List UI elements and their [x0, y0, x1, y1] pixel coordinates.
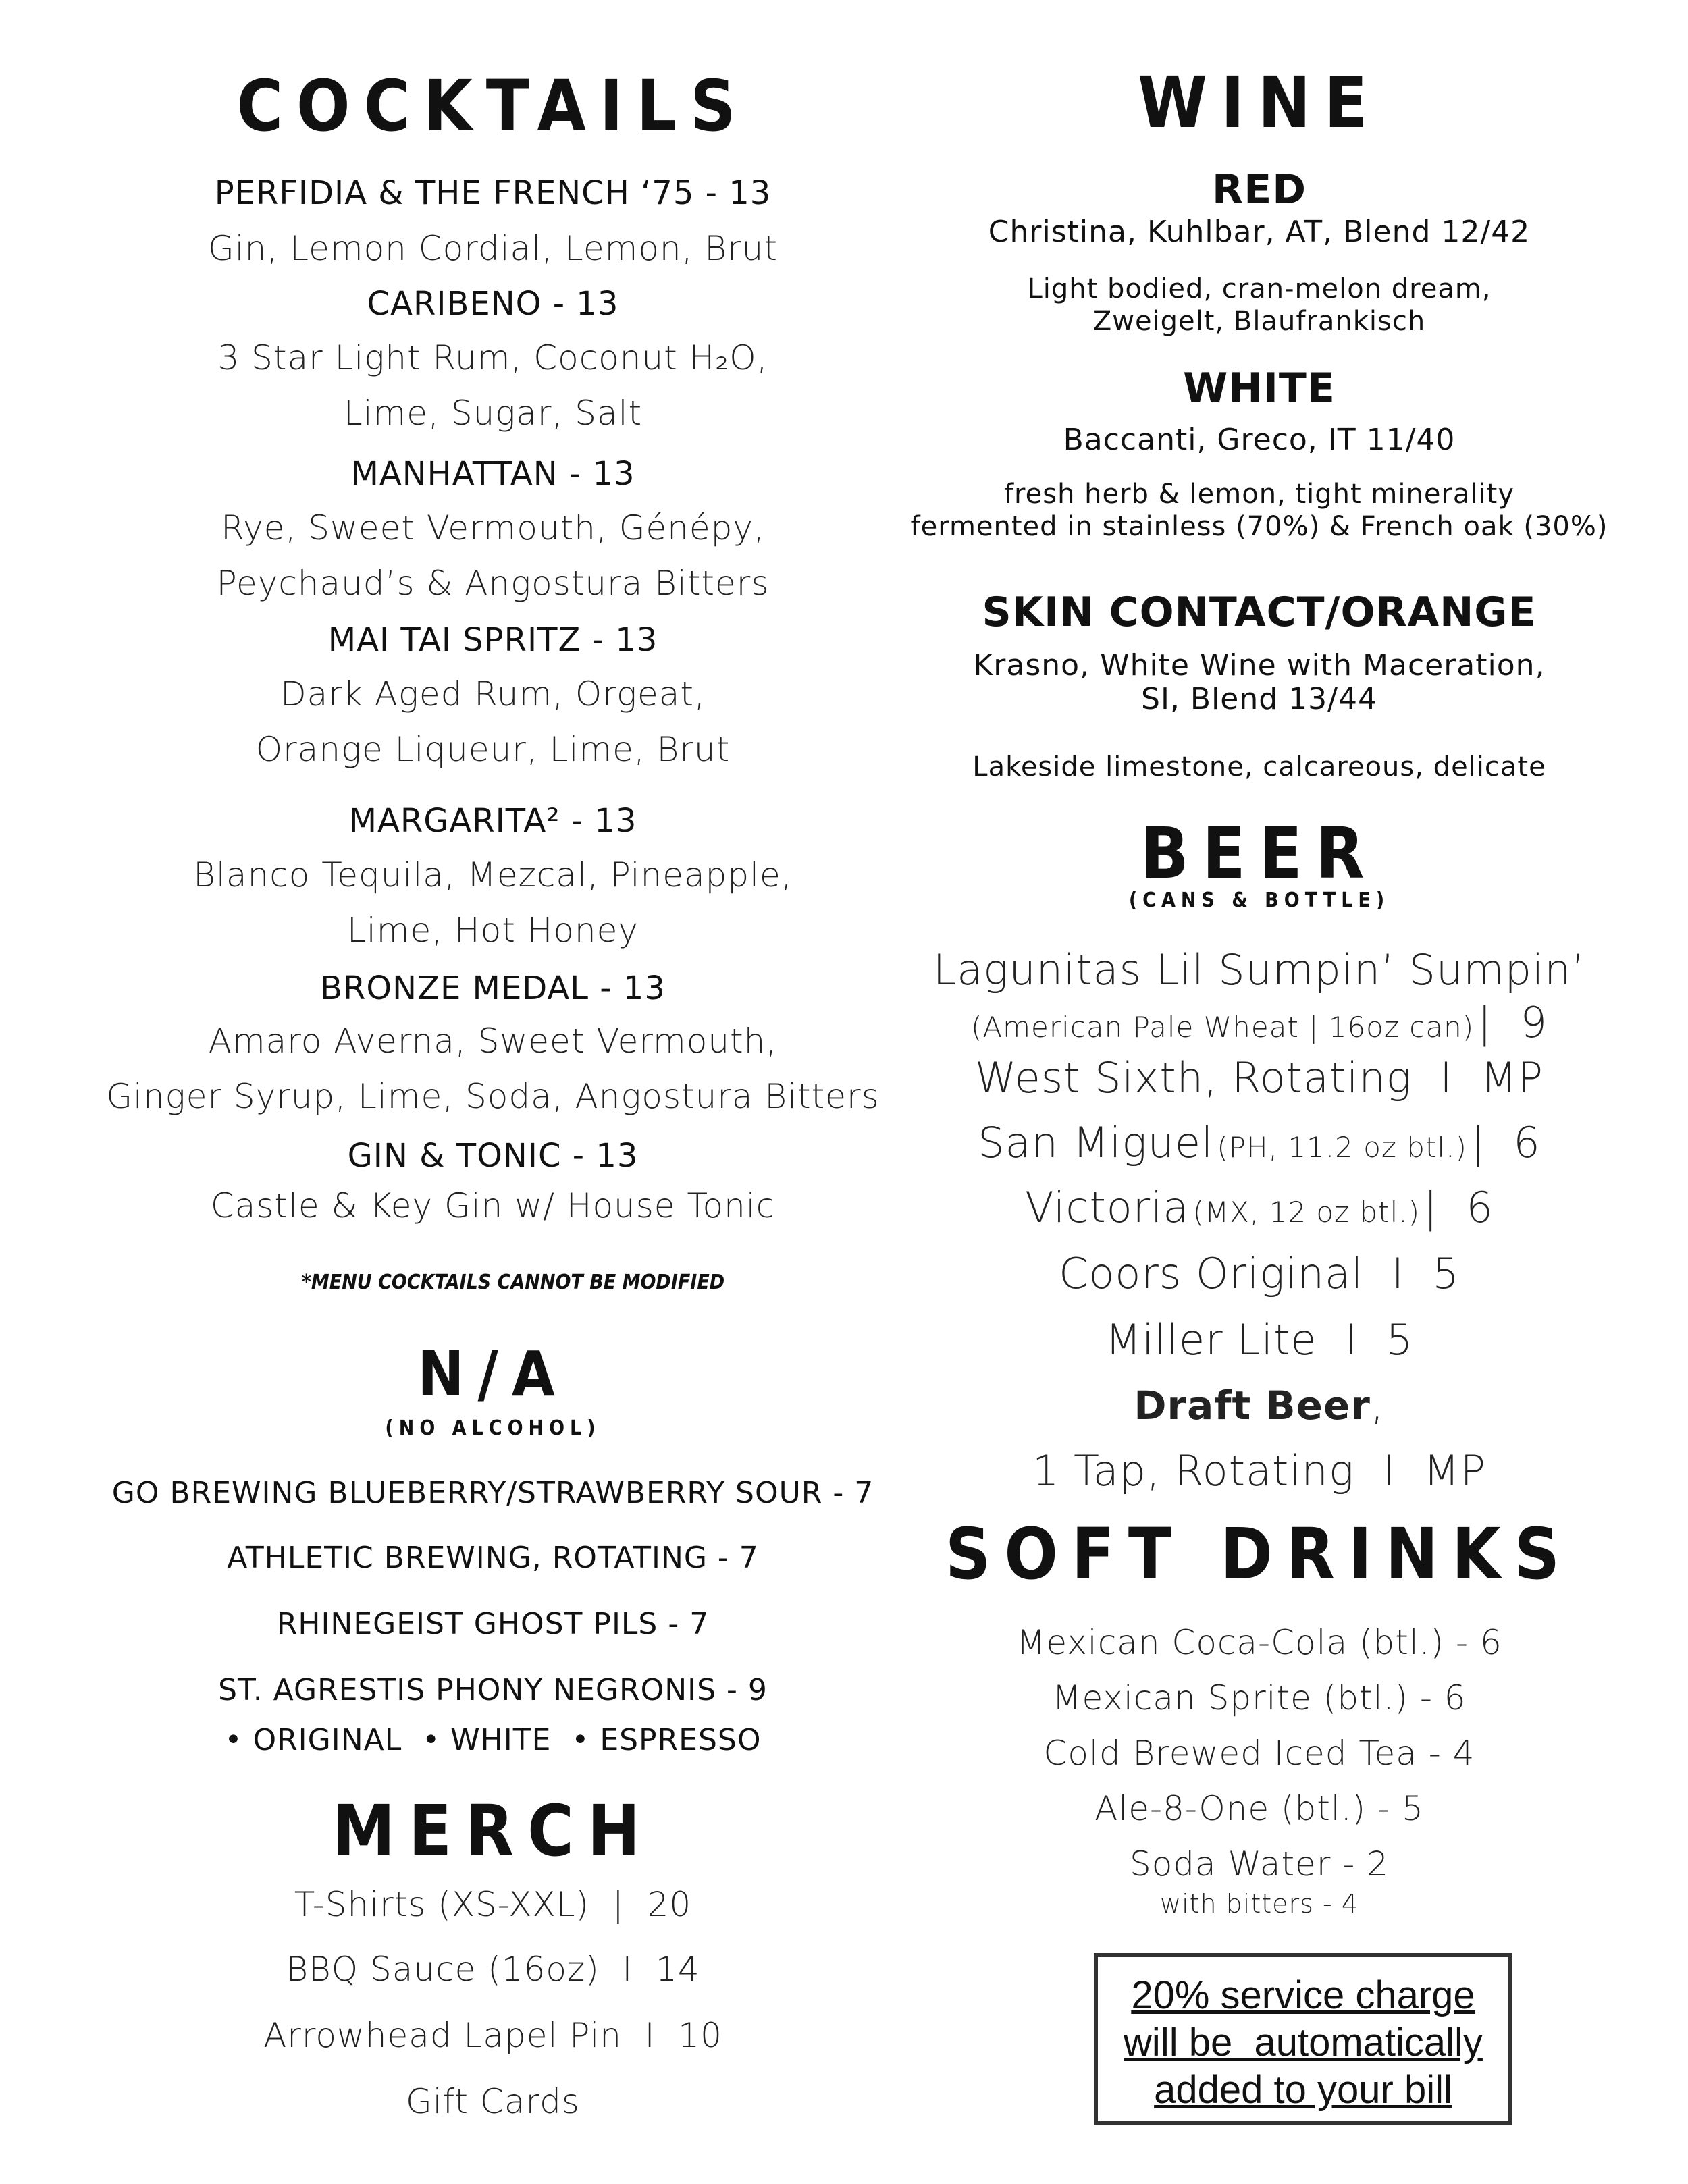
cocktail-name: GIN & TONIC - 13 [347, 1137, 639, 1175]
beer-subtitle: (CANS & BOTTLE) [1128, 888, 1390, 912]
beer-item: Coors Original I 5 [1059, 1249, 1460, 1298]
merch-item: Gift Cards [406, 2082, 580, 2121]
beer-price: | 6 [1423, 1183, 1494, 1232]
cocktail-desc: Lime, Sugar, Salt [343, 394, 643, 433]
na-item: ST. AGRESTIS PHONY NEGRONIS - 9 [218, 1673, 768, 1707]
cocktail-desc: Ginger Syrup, Lime, Soda, Angostura Bitters [106, 1077, 880, 1116]
wine-white-desc: fresh herb & lemon, tight minerality [1003, 479, 1515, 510]
wine-red-desc: Zweigelt, Blaufrankisch [1092, 306, 1426, 337]
cocktail-desc: Gin, Lemon Cordial, Lemon, Brut [208, 229, 778, 268]
beer-item-detail-row [878, 998, 1641, 1047]
soft-item: Soda Water - 2 [1129, 1844, 1390, 1884]
na-title: N/A [417, 1338, 569, 1410]
cocktail-desc: Rye, Sweet Vermouth, Génépy, [221, 508, 765, 548]
beer-item-row [878, 1118, 1641, 1167]
draft-beer-line: 1 Tap, Rotating I MP [1032, 1446, 1487, 1495]
beer-name: Victoria [1025, 1183, 1190, 1232]
cocktails-title: COCKTAILS [236, 65, 749, 147]
wine-white-desc: fermented in stainless (70%) & French oak (30%) [910, 511, 1608, 542]
cocktail-desc: Dark Aged Rum, Orgeat, [280, 674, 706, 714]
wine-white-label: WHITE [1183, 365, 1336, 412]
wine-red-desc: Light bodied, cran-melon dream, [1027, 273, 1492, 304]
cocktail-desc: Lime, Hot Honey [347, 911, 639, 950]
cocktail-desc: Amaro Averna, Sweet Vermouth, [208, 1021, 778, 1061]
service-charge-notice [1094, 1953, 1512, 2125]
draft-beer-comma: , [1370, 1380, 1385, 1429]
beer-name: San Miguel [978, 1118, 1214, 1167]
draft-beer-row [878, 1380, 1641, 1429]
soft-item: Mexican Sprite (btl.) - 6 [1052, 1678, 1467, 1717]
beer-price: | 6 [1470, 1118, 1541, 1167]
draft-beer-label: Draft Beer [1134, 1383, 1371, 1429]
soft-item: Ale-8-One (btl.) - 5 [1094, 1789, 1424, 1828]
cocktail-desc: Peychaud’s & Angostura Bitters [216, 564, 770, 603]
beer-item: Lagunitas Lil Sumpin’ Sumpin’ [932, 945, 1586, 994]
soft-item: Mexican Coca-Cola (btl.) - 6 [1016, 1623, 1502, 1662]
soft-drinks-title: SOFT DRINKS [945, 1513, 1573, 1595]
bitters-label: with bitters [1159, 1889, 1314, 1919]
soft-item: Cold Brewed Iced Tea - 4 [1043, 1734, 1475, 1773]
cocktail-name: MAI TAI SPRITZ - 13 [327, 621, 658, 659]
na-item: RHINEGEIST GHOST PILS - 7 [276, 1607, 710, 1641]
beer-item: Miller Lite I 5 [1105, 1315, 1414, 1364]
cocktail-desc: Blanco Tequila, Mezcal, Pineapple, [193, 855, 793, 895]
wine-white-line: Baccanti, Greco, IT 11/40 [1063, 423, 1456, 457]
merch-item: BBQ Sauce (16oz) I 14 [286, 1950, 700, 1989]
na-variants: • ORIGINAL • WHITE • ESPRESSO [224, 1723, 762, 1757]
wine-skin-line: SI, Blend 13/44 [1141, 682, 1377, 716]
beer-title: BEER [1140, 812, 1378, 895]
wine-red-label: RED [1212, 166, 1307, 213]
na-item: ATHLETIC BREWING, ROTATING - 7 [227, 1541, 759, 1575]
wine-skin-line: Krasno, White Wine with Maceration, [973, 648, 1546, 683]
wine-skin-label: SKIN CONTACT/ORANGE [982, 589, 1537, 636]
notice-line: will be automatically [1124, 2021, 1483, 2065]
cocktail-name: PERFIDIA & THE FRENCH ‘75 - 13 [214, 174, 772, 212]
cocktail-desc: Orange Liqueur, Lime, Brut [255, 730, 731, 769]
na-subtitle: (NO ALCOHOL) [385, 1416, 601, 1440]
beer-detail: (American Pale Wheat | 16oz can) [971, 1011, 1475, 1044]
beer-item-row [878, 1183, 1641, 1232]
na-item: GO BREWING BLUEBERRY/STRAWBERRY SOUR - 7 [111, 1476, 874, 1510]
beer-price: | 9 [1477, 998, 1548, 1047]
cocktails-note: *MENU COCKTAILS CANNOT BE MODIFIED [301, 1271, 725, 1294]
notice-line: 20% service charge [1131, 1973, 1475, 2017]
cocktail-name: MARGARITA² - 13 [348, 802, 637, 840]
notice-line: added to your bill [1154, 2068, 1452, 2112]
merch-item: Arrowhead Lapel Pin I 10 [263, 2016, 722, 2055]
beer-item: West Sixth, Rotating I MP [975, 1053, 1544, 1102]
cocktail-name: MANHATTAN - 13 [350, 455, 635, 493]
wine-title: WINE [1137, 61, 1381, 144]
cocktail-name: CARIBENO - 13 [367, 285, 619, 323]
bitters-row [878, 1889, 1641, 1919]
beer-detail: (PH, 11.2 oz btl.) [1217, 1131, 1467, 1164]
cocktail-desc: Castle & Key Gin w/ House Tonic [210, 1186, 776, 1225]
cocktail-name: BRONZE MEDAL - 13 [320, 969, 666, 1007]
merch-title: MERCH [332, 1790, 654, 1872]
wine-skin-desc: Lakeside limestone, calcareous, delicate [972, 751, 1546, 782]
cocktail-desc: 3 Star Light Rum, Coconut H₂O, [217, 338, 768, 377]
beer-detail: (MX, 12 oz btl.) [1192, 1196, 1421, 1229]
merch-item: T-Shirts (XS-XXL) | 20 [294, 1885, 692, 1924]
bitters-price: - 4 [1313, 1889, 1359, 1919]
wine-red-line: Christina, Kuhlbar, AT, Blend 12/42 [988, 215, 1531, 249]
